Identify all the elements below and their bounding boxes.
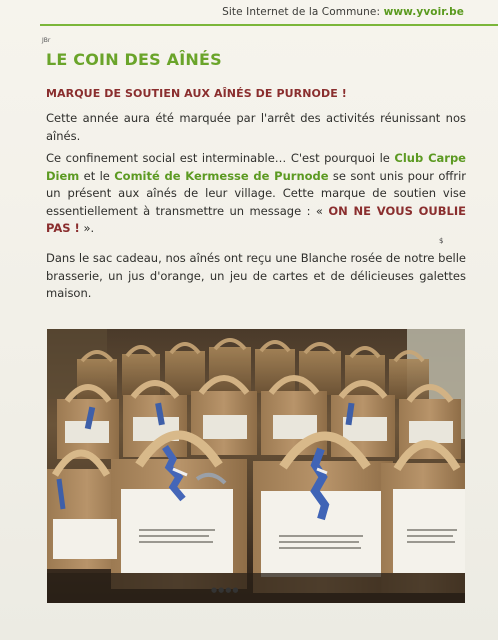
- paragraph-gift-contents: Dans le sac cadeau, nos aînés ont reçu une Blanche rosée de notre belle brasserie, un jus d'orange, un jeu de cartes et de délicieuses galettes maison.: [46, 251, 466, 300]
- paragraph-initiative: [46, 150, 466, 238]
- paragraph-initiative-text-c: se sont unis pour offrir un présent aux aînés de leur village. Cette marque de soutien vise essentiellement à transmettre un message : «: [46, 168, 466, 218]
- photo-dots: ●●●●: [211, 586, 240, 594]
- paragraph-initiative-text-a: Ce confinement social est interminable… C'est pourquoi le: [46, 151, 395, 165]
- gift-bags-illustration: [47, 329, 465, 603]
- article-title: MARQUE DE SOUTIEN AUX AÎNÉS DE PURNODE !: [46, 87, 347, 100]
- paragraph-initiative-text-d: ».: [79, 221, 95, 235]
- gift-bags-photo: [47, 329, 465, 603]
- author-tag: JBr: [42, 37, 51, 44]
- club-carpe-diem-name: Club Carpe Diem: [46, 151, 466, 183]
- comite-kermesse-name: Comité de Kermesse de Purnode: [114, 168, 329, 183]
- support-message: ON NE VOUS OUBLIE PAS !: [46, 203, 466, 235]
- site-url-link[interactable]: www.yvoir.be: [383, 6, 464, 18]
- site-header: [222, 6, 464, 18]
- paragraph-intro: Cette année aura été marquée par l'arrêt des activités réunissant nos aînés.: [46, 111, 466, 143]
- site-label: Site Internet de la Commune:: [222, 6, 384, 18]
- paragraph-initiative-text-b: et le: [79, 168, 115, 183]
- section-title: LE COIN DES AÎNÉS: [46, 50, 222, 69]
- header-rule: [40, 24, 498, 26]
- stray-mark: $: [439, 237, 444, 245]
